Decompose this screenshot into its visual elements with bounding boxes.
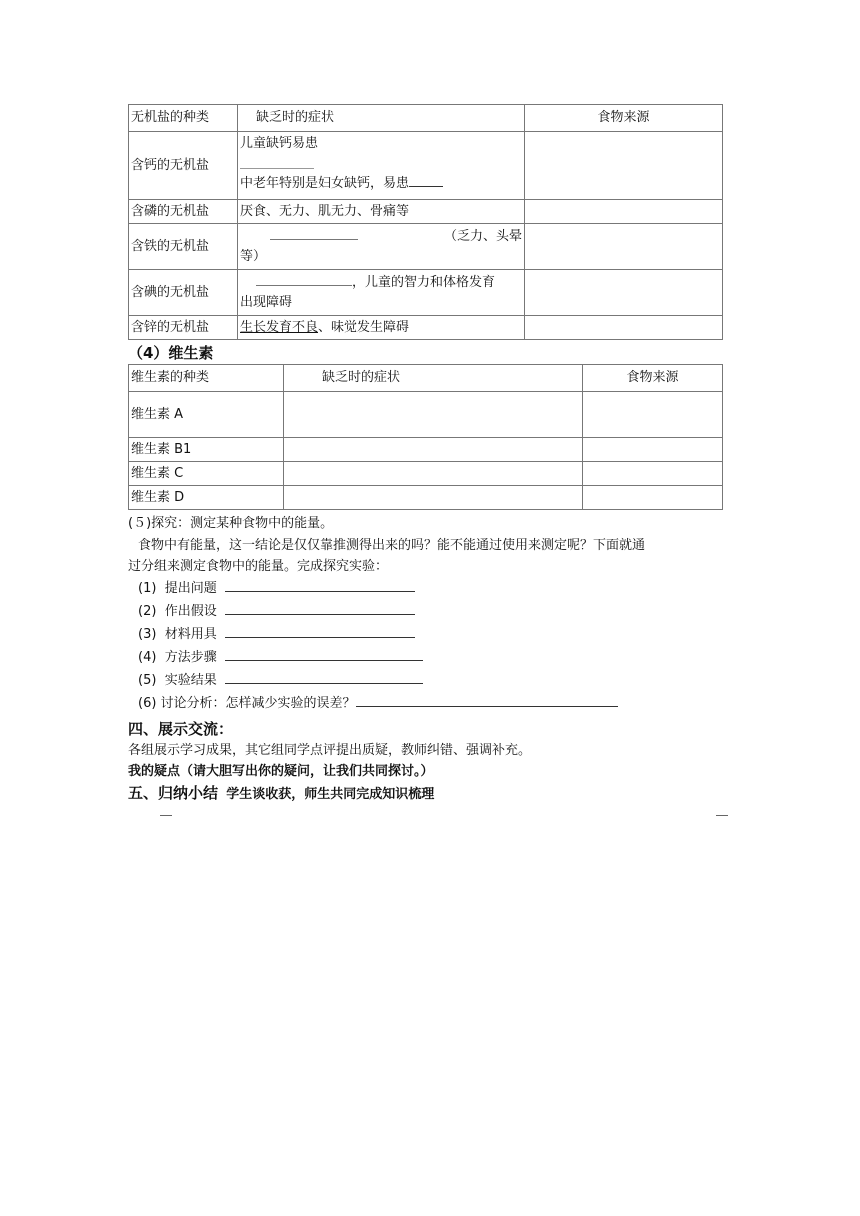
page-mark-left — [160, 815, 172, 816]
row-symptom — [238, 270, 525, 316]
row-kind: 含磷的无机盐 — [129, 200, 238, 224]
fill-blank[interactable] — [240, 154, 314, 169]
section5-subtitle: 学生谈收获，师生共同完成知识梳理 — [226, 787, 435, 802]
table-row — [129, 224, 723, 270]
header-symptom: 缺乏时的症状 — [238, 105, 525, 132]
step-item — [138, 646, 724, 669]
section4-heading: 四、展示交流： — [128, 720, 234, 738]
step-number: (1) — [138, 581, 157, 596]
symptom-text: 儿童缺钙易患 — [240, 136, 319, 151]
answer-blank[interactable] — [225, 623, 415, 638]
inquiry-steps — [138, 577, 724, 715]
section5-title: 五、归纳小结 — [128, 784, 219, 802]
step-label: 提出问题 — [164, 581, 217, 596]
symptom-text: ，儿童的智力和体格发育 — [352, 274, 496, 290]
source-cell[interactable] — [525, 200, 723, 224]
inquiry-title: (５)探究：测定某种食物中的能量。 — [128, 516, 334, 531]
answer-blank[interactable] — [225, 600, 415, 615]
mineral-table-header — [129, 105, 723, 132]
row-kind: 维生素 D — [129, 486, 284, 510]
header-source: 食物来源 — [525, 105, 723, 132]
symptom-text: （乏力、头晕 — [443, 228, 522, 244]
inquiry-paragraph-1: 食物中有能量，这一结论是仅仅靠推测得出来的吗？能不能通过使用来测定呢？下面就通 — [138, 538, 646, 553]
source-cell[interactable] — [583, 438, 723, 462]
source-cell[interactable] — [583, 486, 723, 510]
step-label: 实验结果 — [164, 673, 217, 688]
table-row — [129, 438, 723, 462]
mineral-table — [128, 104, 723, 340]
source-cell[interactable] — [583, 462, 723, 486]
page-mark-right — [716, 815, 728, 816]
step-label: 材料用具 — [164, 627, 217, 642]
row-kind: 含铁的无机盐 — [129, 224, 238, 270]
header-kind: 无机盐的种类 — [129, 105, 238, 132]
symptom-cell[interactable] — [284, 438, 583, 462]
source-cell[interactable] — [583, 392, 723, 438]
table-row — [129, 462, 723, 486]
step-label: 方法步骤 — [164, 650, 217, 665]
row-symptom: 厌食、无力、肌无力、骨痛等 — [238, 200, 525, 224]
table-row — [129, 316, 723, 340]
worksheet-page — [128, 104, 724, 806]
table-row — [129, 486, 723, 510]
answer-blank[interactable] — [356, 692, 618, 707]
row-kind: 含碘的无机盐 — [129, 270, 238, 316]
source-cell[interactable] — [525, 270, 723, 316]
row-symptom — [238, 132, 525, 200]
symptom-cell[interactable] — [284, 392, 583, 438]
table-row — [129, 392, 723, 438]
vitamin-heading: （4）维生素 — [128, 344, 214, 362]
symptom-text: 出现障碍 — [240, 294, 293, 310]
symptom-text: 生长发育不良 — [240, 319, 319, 335]
answer-blank[interactable] — [225, 646, 423, 661]
row-kind: 维生素 A — [129, 392, 284, 438]
table-row — [129, 200, 723, 224]
symptom-text: 、味觉发生障碍 — [318, 319, 410, 335]
symptom-cell[interactable] — [284, 462, 583, 486]
header-kind: 维生素的种类 — [129, 365, 284, 392]
source-cell[interactable] — [525, 132, 723, 200]
step-item — [138, 577, 724, 600]
section4-text: 各组展示学习成果，其它组同学点评提出质疑，教师纠错、强调补充。 — [128, 743, 532, 758]
row-kind: 维生素 C — [129, 462, 284, 486]
symptom-cell[interactable] — [284, 486, 583, 510]
row-symptom — [238, 224, 525, 270]
symptom-text: 等） — [240, 248, 267, 264]
step-number: (5) — [138, 673, 157, 688]
vitamin-table-header — [129, 365, 723, 392]
source-cell[interactable] — [525, 224, 723, 270]
step-number: (3) — [138, 627, 157, 642]
row-kind: 含钙的无机盐 — [129, 132, 238, 200]
source-cell[interactable] — [525, 316, 723, 340]
fill-blank[interactable] — [270, 229, 358, 240]
step-number: (2) — [138, 604, 157, 619]
step-number: (4) — [138, 650, 157, 665]
header-source: 食物来源 — [583, 365, 723, 392]
fill-blank[interactable] — [409, 172, 443, 187]
answer-blank[interactable] — [225, 669, 423, 684]
fill-blank[interactable] — [256, 275, 352, 286]
section5-heading — [128, 782, 724, 806]
discussion-text: (6) 讨论分析：怎样减少实验的误差？ — [138, 696, 356, 711]
step-item — [138, 623, 724, 646]
doubt-prompt: 我的疑点（请大胆写出你的疑问，让我们共同探讨。） — [128, 764, 434, 779]
row-symptom — [238, 316, 525, 340]
row-kind: 维生素 B1 — [129, 438, 284, 462]
symptom-text: 中老年特别是妇女缺钙，易患 — [240, 176, 410, 191]
step-item — [138, 600, 724, 623]
header-symptom: 缺乏时的症状 — [284, 365, 583, 392]
vitamin-table — [128, 364, 723, 510]
step-item — [138, 669, 724, 692]
table-row — [129, 270, 723, 316]
inquiry-paragraph-2: 过分组来测定食物中的能量。完成探究实验： — [128, 559, 389, 574]
discussion-item — [138, 692, 724, 715]
answer-blank[interactable] — [225, 577, 415, 592]
table-row — [129, 132, 723, 200]
row-kind: 含锌的无机盐 — [129, 316, 238, 340]
step-label: 作出假设 — [164, 604, 217, 619]
